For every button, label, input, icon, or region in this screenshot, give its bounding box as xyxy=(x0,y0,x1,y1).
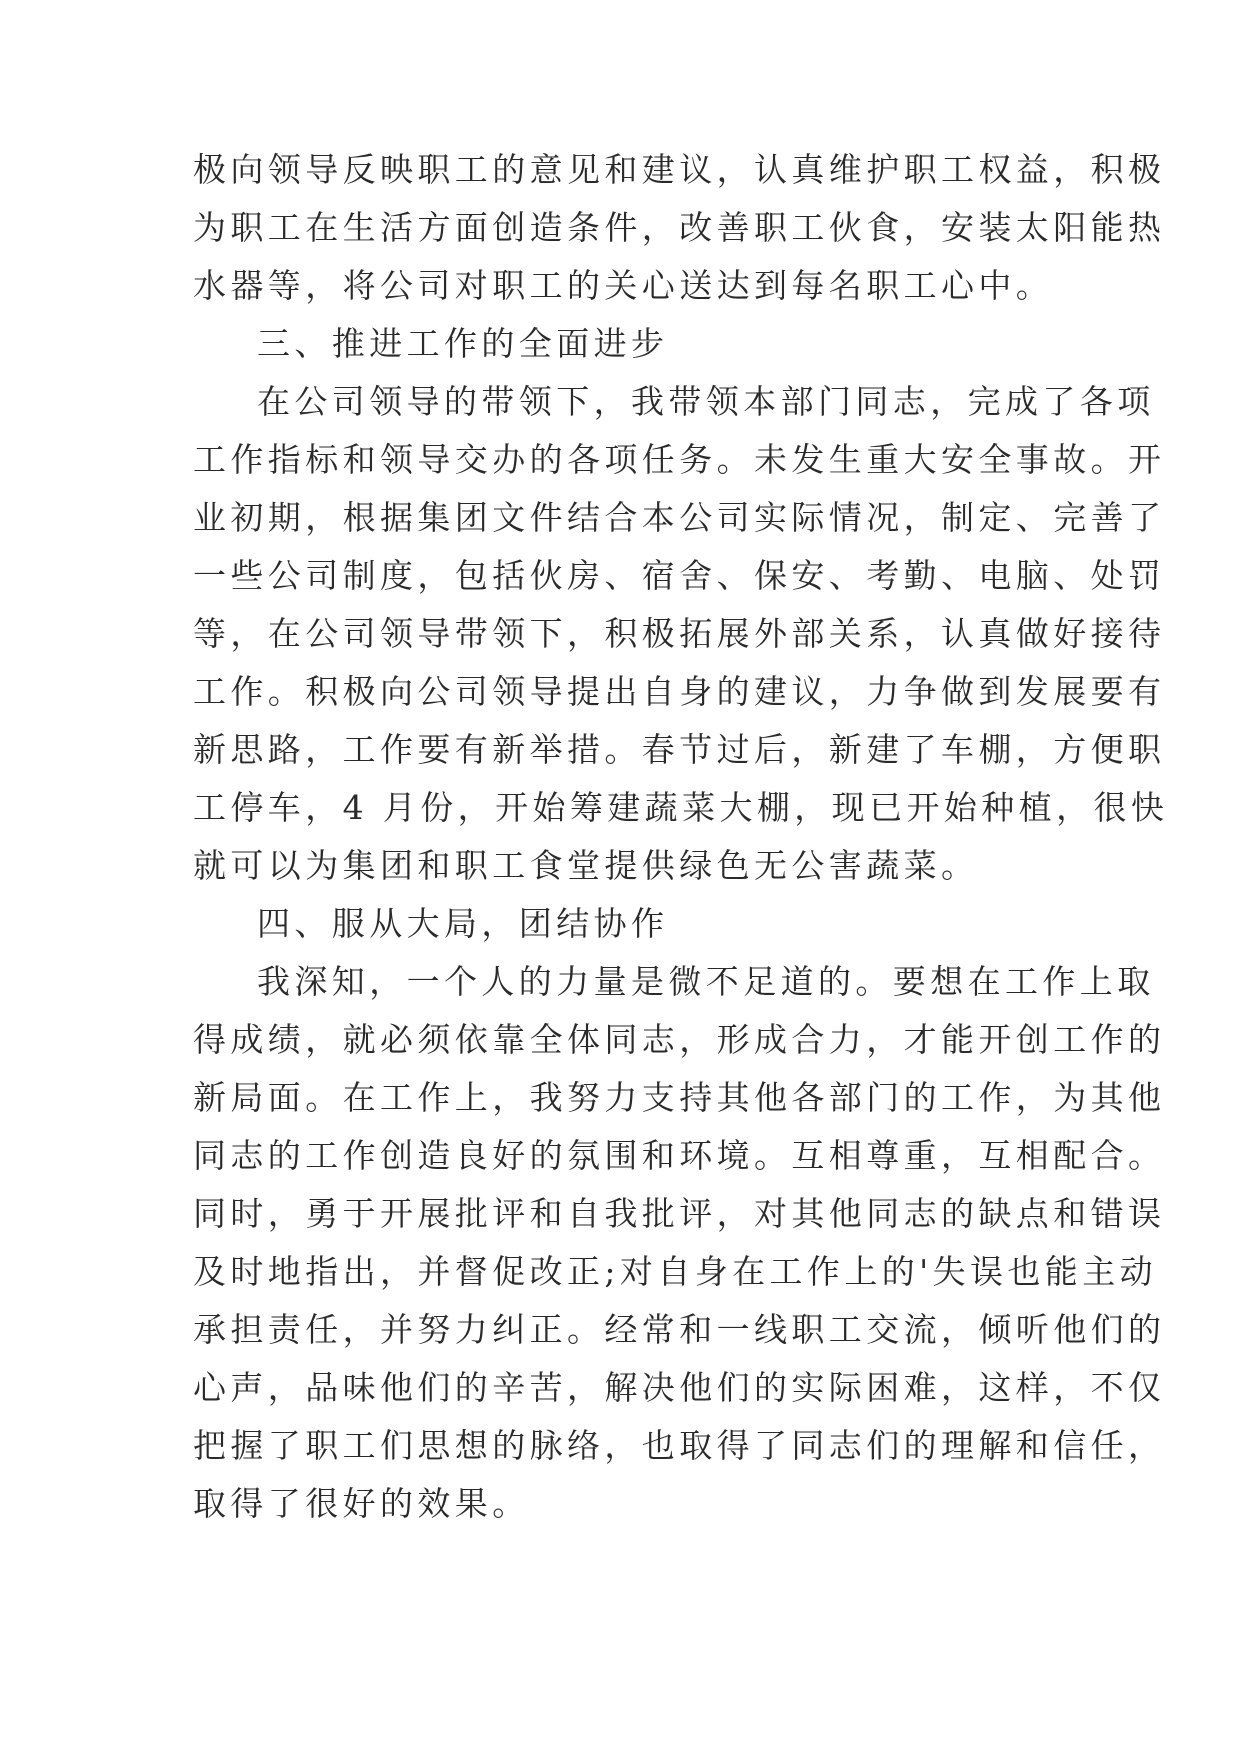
text-line: 及时地指出，并督促改正;对自身在工作上的'失误也能主动 xyxy=(193,1252,1157,1291)
text-line: 把握了职工们思想的脉络，也取得了同志们的理解和信任， xyxy=(193,1426,1166,1465)
text-line: 极向领导反映职工的意见和建议，认真维护职工权益，积极 xyxy=(193,150,1166,189)
section-heading: 三、推进工作的全面进步 xyxy=(257,324,669,363)
text-line: 等，在公司领导带领下，积极拓展外部关系，认真做好接待 xyxy=(193,614,1166,653)
text-line: 得成绩，就必须依靠全体同志，形成合力，才能开创工作的 xyxy=(193,1020,1166,1059)
text-line: 工停车，4 月份，开始筹建蔬菜大棚，现已开始种植，很快 xyxy=(193,788,1169,827)
section-heading: 四、服从大局，团结协作 xyxy=(257,904,669,943)
text-line: 一些公司制度，包括伙房、宿舍、保安、考勤、电脑、处罚 xyxy=(193,556,1166,595)
text-line: 业初期，根据集团文件结合本公司实际情况，制定、完善了 xyxy=(193,498,1166,537)
text-line: 工作指标和领导交办的各项任务。未发生重大安全事故。开 xyxy=(193,440,1166,479)
text-line: 工作。积极向公司领导提出自身的建议，力争做到发展要有 xyxy=(193,672,1166,711)
text-line: 同志的工作创造良好的氛围和环境。互相尊重，互相配合。 xyxy=(193,1136,1166,1175)
text-line: 在公司领导的带领下，我带领本部门同志，完成了各项 xyxy=(257,382,1155,421)
text-line: 就可以为集团和职工食堂提供绿色无公害蔬菜。 xyxy=(193,846,979,885)
text-line: 心声，品味他们的辛苦，解决他们的实际困难，这样，不仅 xyxy=(193,1368,1166,1407)
text-line: 新局面。在工作上，我努力支持其他各部门的工作，为其他 xyxy=(193,1078,1166,1117)
text-line: 取得了很好的效果。 xyxy=(193,1484,530,1523)
text-line: 水器等，将公司对职工的关心送达到每名职工心中。 xyxy=(193,266,1054,305)
text-line: 为职工在生活方面创造条件，改善职工伙食，安装太阳能热 xyxy=(193,208,1166,247)
text-line: 同时，勇于开展批评和自我批评，对其他同志的缺点和错误 xyxy=(193,1194,1166,1233)
text-line: 新思路，工作要有新举措。春节过后，新建了车棚，方便职 xyxy=(193,730,1166,769)
text-line: 我深知，一个人的力量是微不足道的。要想在工作上取 xyxy=(257,962,1155,1001)
text-line: 承担责任，并努力纠正。经常和一线职工交流，倾听他们的 xyxy=(193,1310,1166,1349)
